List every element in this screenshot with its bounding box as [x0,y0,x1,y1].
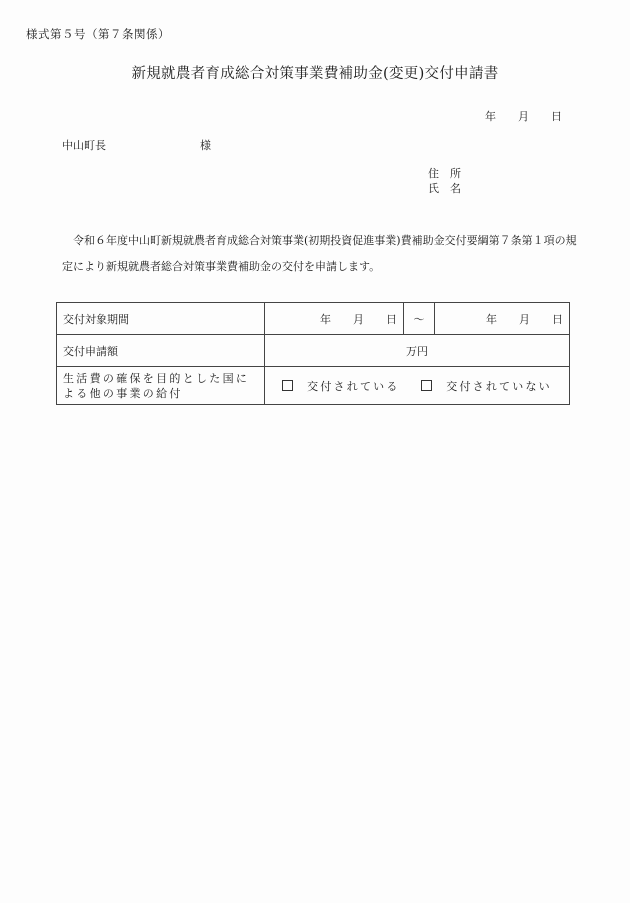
checkbox-no[interactable] [421,380,432,391]
form-number: 様式第５号（第７条関係） [26,27,170,41]
date-line [463,108,562,124]
period-to[interactable] [435,303,570,335]
benefit-row [57,367,570,405]
period-to-day: 日 [552,312,563,326]
addressee [62,137,211,153]
benefit-label: 生活費の確保を目的とした国による他の事業の給付 [57,367,265,405]
amount-unit: 万円 [406,344,428,358]
applicant-block [428,166,461,196]
period-from[interactable] [265,303,404,335]
period-to-month: 月 [519,312,530,326]
amount-field[interactable] [265,335,570,367]
option-yes-label: 交付されている [307,379,400,393]
application-table [56,302,570,405]
period-from-year: 年 [320,312,331,326]
addressee-honorific: 様 [200,139,211,152]
date-year[interactable]: 年 [485,110,496,123]
name-label[interactable]: 氏 名 [428,182,461,195]
period-to-year: 年 [486,312,497,326]
amount-label: 交付申請額 [57,335,265,367]
period-from-day: 日 [386,312,397,326]
date-day[interactable]: 日 [551,110,562,123]
amount-row [57,335,570,367]
period-row [57,303,570,335]
date-month[interactable]: 月 [518,110,529,123]
benefit-options [265,367,570,405]
period-from-month: 月 [353,312,364,326]
period-tilde: ～ [404,303,435,335]
period-label: 交付対象期間 [57,303,265,335]
option-no-label: 交付されていない [446,379,552,393]
body-text: 令和６年度中山町新規就農者育成総合対策事業(初期投資促進事業)費補助金交付要綱第７条第１項の規定により新規就農者総合対策事業費補助金の交付を申請します。 [62,234,577,273]
checkbox-yes[interactable] [282,380,293,391]
addressee-name: 中山町長 [62,139,106,152]
address-label[interactable]: 住 所 [428,167,461,180]
document-title: 新規就農者育成総合対策事業費補助金(変更)交付申請書 [131,66,499,82]
